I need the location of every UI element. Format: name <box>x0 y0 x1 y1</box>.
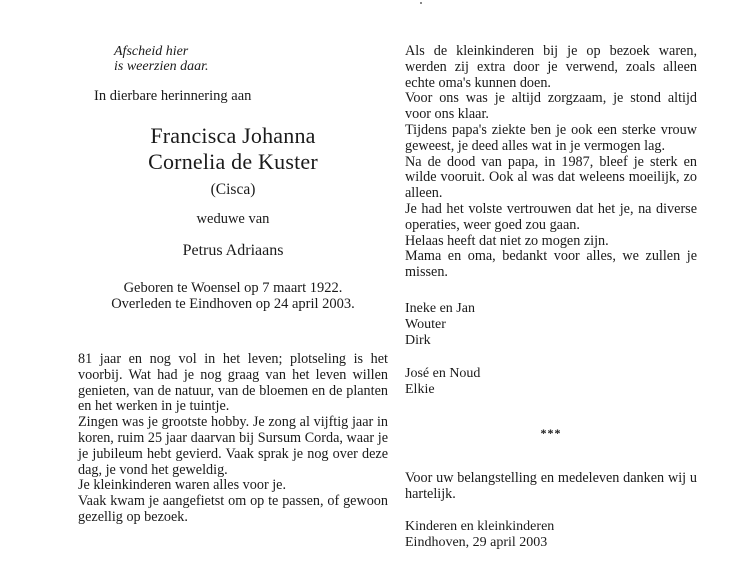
born-line: Geboren te Woensel op 7 maart 1922. <box>123 280 343 296</box>
intro-text: In dierbare herinnering aan <box>94 88 252 104</box>
paragraph: Voor ons was je altijd zorgzaam, je stond altijd voor ons klaar. <box>405 90 697 123</box>
motto-line-2: is weerzien daar. <box>114 59 209 74</box>
paragraph: Als de kleinkinderen bij je op bezoek waren, werden zij extra door je verwend, zoals alleen echte oma's kunnen doen. <box>405 43 697 91</box>
died-line: Overleden te Eindhoven op 24 april 2003. <box>111 296 355 312</box>
left-column <box>78 44 388 525</box>
motto <box>114 44 388 74</box>
paragraph: Helaas heeft dat niet zo mogen zijn. <box>405 232 609 249</box>
family-group-1 <box>405 301 697 349</box>
family-member: Dirk <box>405 332 431 348</box>
widow-of-text: weduwe van <box>196 211 270 227</box>
family-member: Wouter <box>405 316 446 332</box>
closing-line: Eindhoven, 29 april 2003 <box>405 534 548 550</box>
right-text-block <box>405 44 697 281</box>
family-member: José en Noud <box>405 365 481 381</box>
family-group-2 <box>405 366 697 398</box>
name-line-2: Cornelia de Kuster <box>148 149 318 174</box>
husband-name: Petrus Adriaans <box>182 242 284 259</box>
deceased-name <box>78 123 388 175</box>
paragraph: Je had het volste vertrouwen dat het je, na diverse operaties, weer goed zou gaan. <box>405 200 697 233</box>
left-text-block <box>78 352 388 526</box>
paragraph: Mama en oma, bedankt voor alles, we zullen je missen. <box>405 248 697 281</box>
life-dates <box>78 280 388 312</box>
paragraph: Vaak kwam je aangefietst om op te passen, of gewoon gezellig op bezoek. <box>78 493 388 525</box>
separator-stars: *** <box>540 425 562 440</box>
paragraph: 81 jaar en nog vol in het leven; plotseling is het voorbij. Wat had je nog graag van het leven willen genieten, van de natuur, van de bloemen en de planten en het werken in je tuintje. <box>78 351 388 415</box>
nickname: (Cisca) <box>210 181 256 198</box>
closing-line: Kinderen en kleinkinderen <box>405 518 555 534</box>
closing <box>405 519 697 551</box>
right-column <box>405 44 697 551</box>
paragraph: Tijdens papa's ziekte ben je ook een sterke vrouw geweest, je deed alles wat in je vermogen lag. <box>405 121 697 154</box>
speck <box>420 2 422 4</box>
paragraph: Zingen was je grootste hobby. Je zong al vijftig jaar in koren, ruim 25 jaar daarvan bij Sursum Corda, waar je je jubileum hebt gevierd. Vaak sprak je nog over deze dag, je vond het geweldig. <box>78 414 388 478</box>
family-member: Ineke en Jan <box>405 300 475 316</box>
motto-line-1: Afscheid hier <box>114 44 189 59</box>
family-member: Elkie <box>405 381 435 397</box>
thanks-text: Voor uw belangstelling en medeleven danken wij u hartelijk. <box>405 469 697 502</box>
paragraph: Je kleinkinderen waren alles voor je. <box>78 477 287 494</box>
paragraph: Na de dood van papa, in 1987, bleef je sterk en wilde vooruit. Ook al was dat weleens moeilijk, zo alleen. <box>405 153 697 202</box>
name-line-1: Francisca Johanna <box>150 123 316 148</box>
